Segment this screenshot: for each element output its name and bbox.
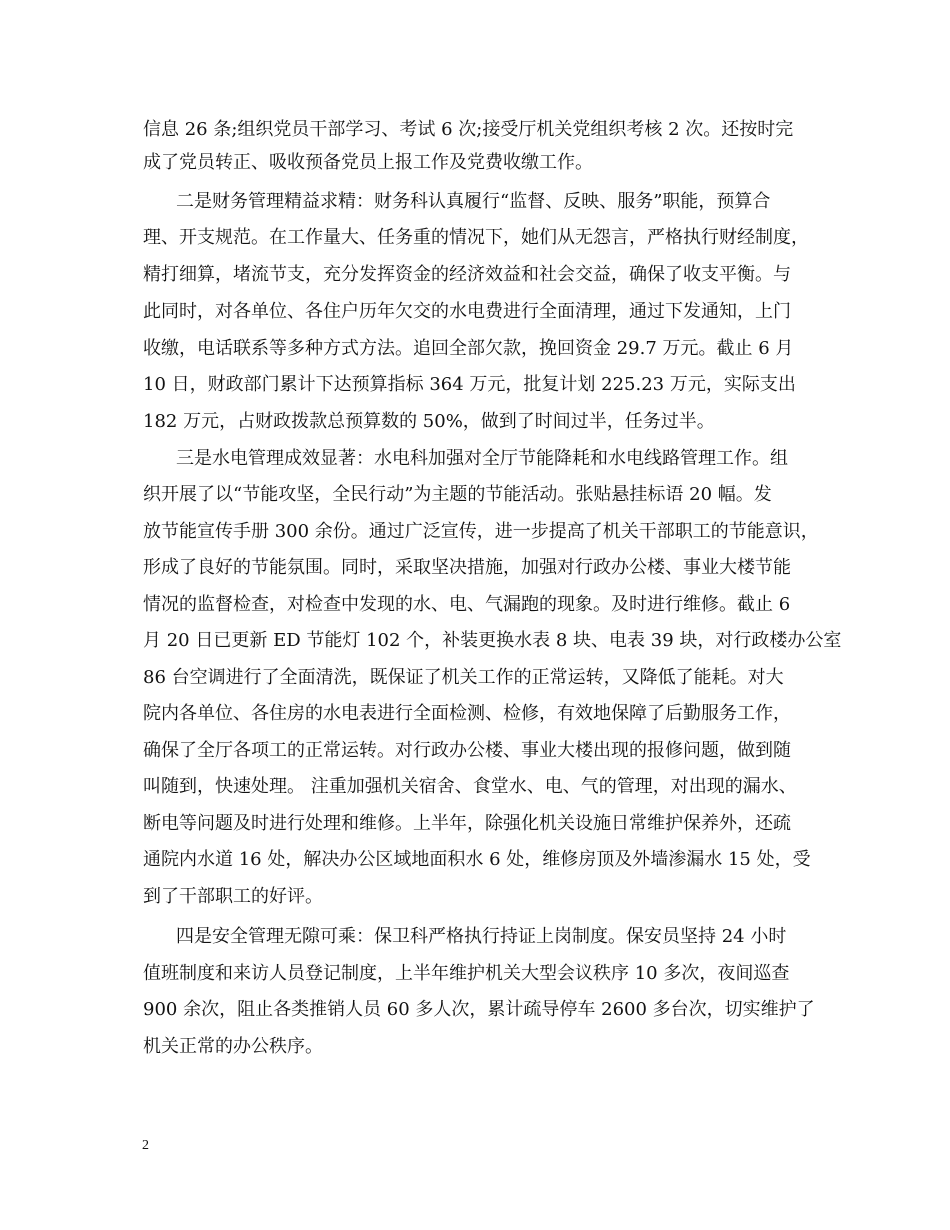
text-line: 信息 26 条;组织党员干部学习、考试 6 次;接受厅机关党组织考核 2 次。还按时完 bbox=[143, 119, 794, 140]
text-line: 情况的监督检查，对检查中发现的水、电、气漏跑的现象。及时进行维修。截止 6 bbox=[143, 594, 791, 615]
text-line: 放节能宣传手册 300 余份。通过广泛宣传，进一步提高了机关干部职工的节能意识， bbox=[143, 521, 819, 542]
text-line: 形成了良好的节能氛围。同时，采取坚决措施，加强对行政办公楼、事业大楼节能 bbox=[143, 557, 791, 578]
text-line: 此同时，对各单位、各住户历年欠交的水电费进行全面清理，通过下发通知，上门 bbox=[143, 301, 791, 322]
text-line: 叫随到，快速处理。 注重加强机关宿舍、食堂水、电、气的管理，对出现的漏水、 bbox=[143, 776, 797, 797]
text-line: 182 万元，占财政拨款总预算数的 50%，做到了时间过半，任务过半。 bbox=[143, 411, 715, 432]
text-line: 机关正常的办公秩序。 bbox=[143, 1036, 323, 1057]
text-line: 确保了全厅各项工的正常运转。对行政办公楼、事业大楼出现的报修问题，做到随 bbox=[143, 740, 791, 761]
paragraph-start-line: 三是水电管理成效显著：水电科加强对全厅节能降耗和水电线路管理工作。组 bbox=[176, 448, 788, 469]
text-line: 断电等问题及时进行处理和维修。上半年，除强化机关设施日常维护保养外，还疏 bbox=[143, 813, 791, 834]
text-line: 月 20 日已更新 ED 节能灯 102 个，补装更换水表 8 块、电表 39 块，对行政楼办公室 bbox=[143, 630, 842, 651]
text-line: 收缴，电话联系等多种方式方法。追回全部欠款，挽回资金 29.7 万元。截止 6 月 bbox=[143, 338, 794, 359]
text-line: 精打细算，堵流节支，充分发挥资金的经济效益和社会交益，确保了收支平衡。与 bbox=[143, 264, 791, 285]
text-line: 10 日，财政部门累计下达预算指标 364 万元，批复计划 225.23 万元，实际支出 bbox=[143, 374, 796, 395]
paragraph-start-line: 四是安全管理无隙可乘：保卫科严格执行持证上岗制度。保安员坚持 24 小时 bbox=[176, 926, 787, 947]
text-line: 通院内水道 16 处，解决办公区域地面积水 6 处，维修房顶及外墙渗漏水 15 处，受 bbox=[143, 849, 811, 870]
text-line: 院内各单位、各住房的水电表进行全面检测、检修，有效地保障了后勤服务工作， bbox=[143, 703, 791, 724]
text-line: 理、开支规范。在工作量大、任务重的情况下，她们从无怨言，严格执行财经制度， bbox=[143, 227, 809, 248]
text-line: 成了党员转正、吸收预备党员上报工作及党费收缴工作。 bbox=[143, 152, 593, 173]
paragraph-start-line: 二是财务管理精益求精：财务科认真履行“监督、反映、服务”职能，预算合 bbox=[176, 191, 771, 212]
text-line: 86 台空调进行了全面清洗，既保证了机关工作的正常运转，又降低了能耗。对大 bbox=[143, 667, 784, 688]
page-number: 2 bbox=[142, 1138, 149, 1153]
text-line: 织开展了以“节能攻坚，全民行动”为主题的节能活动。张贴悬挂标语 20 幅。发 bbox=[143, 484, 772, 505]
text-line: 到了干部职工的好评。 bbox=[143, 886, 323, 907]
text-line: 值班制度和来访人员登记制度，上半年维护机关大型会议秩序 10 多次，夜间巡查 bbox=[143, 963, 790, 984]
text-line: 900 余次，阻止各类推销人员 60 多人次，累计疏导停车 2600 多台次，切实维护了 bbox=[143, 999, 815, 1020]
